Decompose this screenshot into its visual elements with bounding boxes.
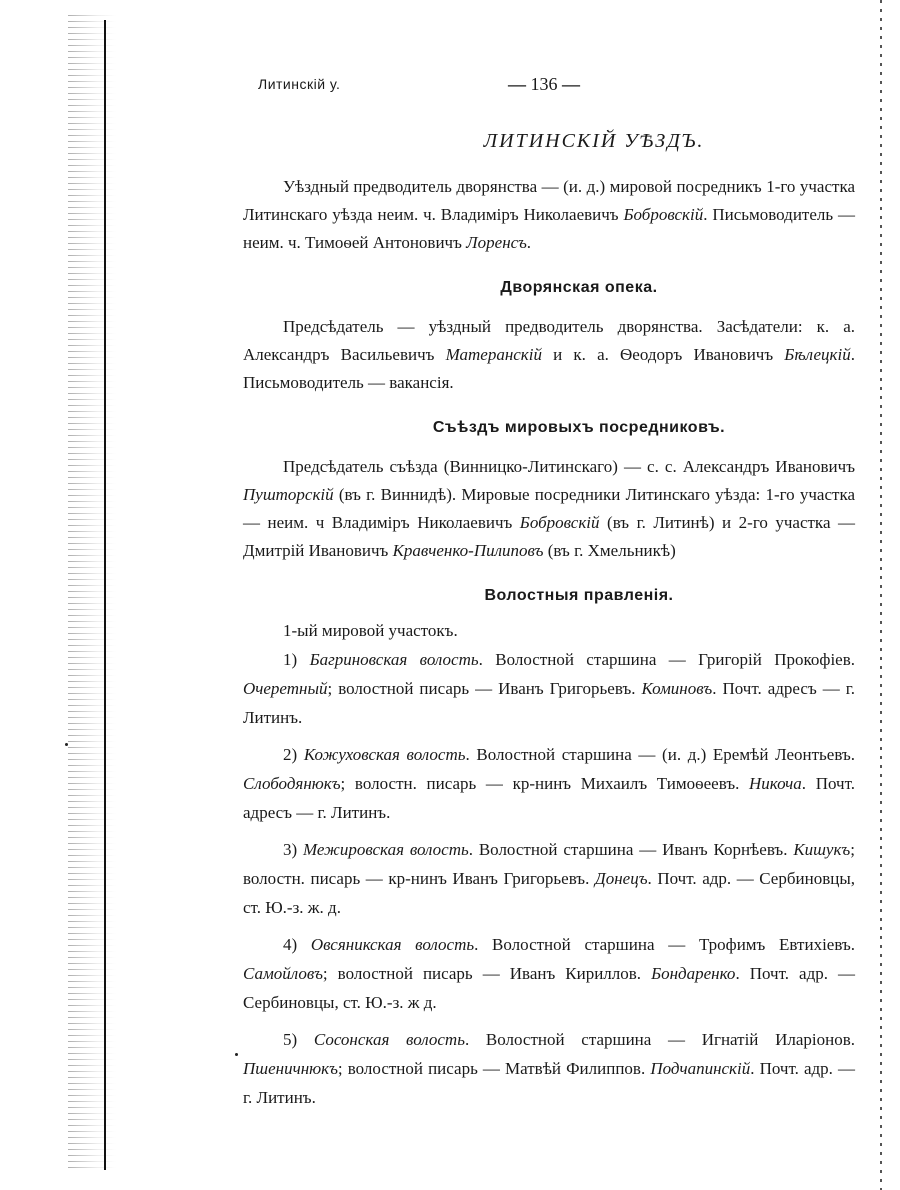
- volost-entry: 4) Овсяникская волость. Волостной старшина — Трофимъ Евтихiевъ. Самойловъ; волостной писарь — Иванъ Кириллов. Бондаренко. Почт. адр. — Сербиновцы, ст. Ю.-з. ж д.: [243, 935, 855, 1012]
- page-binding-edge: [68, 10, 116, 1170]
- sjezd-paragraph: Предсѣдатель съѣзда (Винницко-Литинскаго) — с. с. Александръ Ивановичъ Пушторскiй (въ г. Виннидѣ). Мировые посредники Литинскаго уѣзда: 1-го участка — неим. ч Владимiръ Николаевичъ Бобровскiй (въ г. Литинѣ) и 2-го участка — Дмитрiй Ивановичъ Кравченко-Пилиповъ (въ г. Хмельникѣ): [243, 457, 855, 560]
- running-head: Литинскiй у.: [258, 76, 341, 92]
- volost-entry: 5) Сосонская волость. Волостной старшина — Игнатiй Иларiонов. Пшеничнюкъ; волостной писарь — Матвѣй Филиппов. Подчапинскiй. Почт. адр. — г. Литинъ.: [243, 1030, 856, 1107]
- binding-line: [104, 20, 106, 1170]
- page-content: [243, 130, 855, 1120]
- opeka-paragraph: Предсѣдатель — уѣздный предводитель дворянства. Засѣдатели: к. а. Александръ Васильевичъ Матеранскiй и к. а. Ѳеодоръ Ивановичъ Бѣлецкiй. Письмоводитель — вакансiя.: [243, 317, 855, 392]
- speck: [235, 1053, 238, 1056]
- volost-entry: 3) Межировская волость. Волостной старшина — Иванъ Корнѣевъ. Кишукъ; волостн. писарь — кр-нинъ Иванъ Григорьевъ. Донецъ. Почт. адр. — Сербиновцы, ст. Ю.-з. ж. д.: [243, 840, 855, 917]
- volost-entry: 2) Кожуховская волость. Волостной старшина — (и. д.) Еремѣй Леонтьевъ. Слободянюкъ; волостн. писарь — кр-нинъ Михаилъ Тимоѳеевъ. Никоча. Почт. адресъ — г. Литинъ.: [243, 745, 855, 822]
- page-number: — 136 —: [508, 74, 580, 94]
- sjezd-heading: Съѣздъ мировыхъ посредниковъ.: [432, 419, 726, 436]
- page-header: [0, 76, 900, 100]
- speck: [65, 743, 68, 746]
- volosti-heading: Волостныя правленiя.: [484, 587, 674, 604]
- right-edge-mark: [880, 0, 882, 1190]
- section-title: ЛИТИНСКIЙ УѢЗДЪ.: [483, 130, 705, 152]
- volost-entry: 1) Багриновская волость. Волостной старшина — Григорiй Прокофiев. Очеретный; волостной писарь — Иванъ Григорьевъ. Коминовъ. Почт. адресъ — г. Литинъ.: [243, 650, 856, 727]
- opeka-heading: Дворянская опека.: [500, 279, 658, 296]
- intro-paragraph: Уѣздный предводитель дворянства — (и. д.) мировой посредникъ 1-го участка Литинскаго уѣзда неим. ч. Владимiръ Николаевичъ Бобровскiй. Письмоводитель — неим. ч. Тимоѳей Антоновичъ Лоренсъ.: [243, 177, 856, 252]
- district-label: 1-ый мировой участокъ.: [283, 621, 458, 640]
